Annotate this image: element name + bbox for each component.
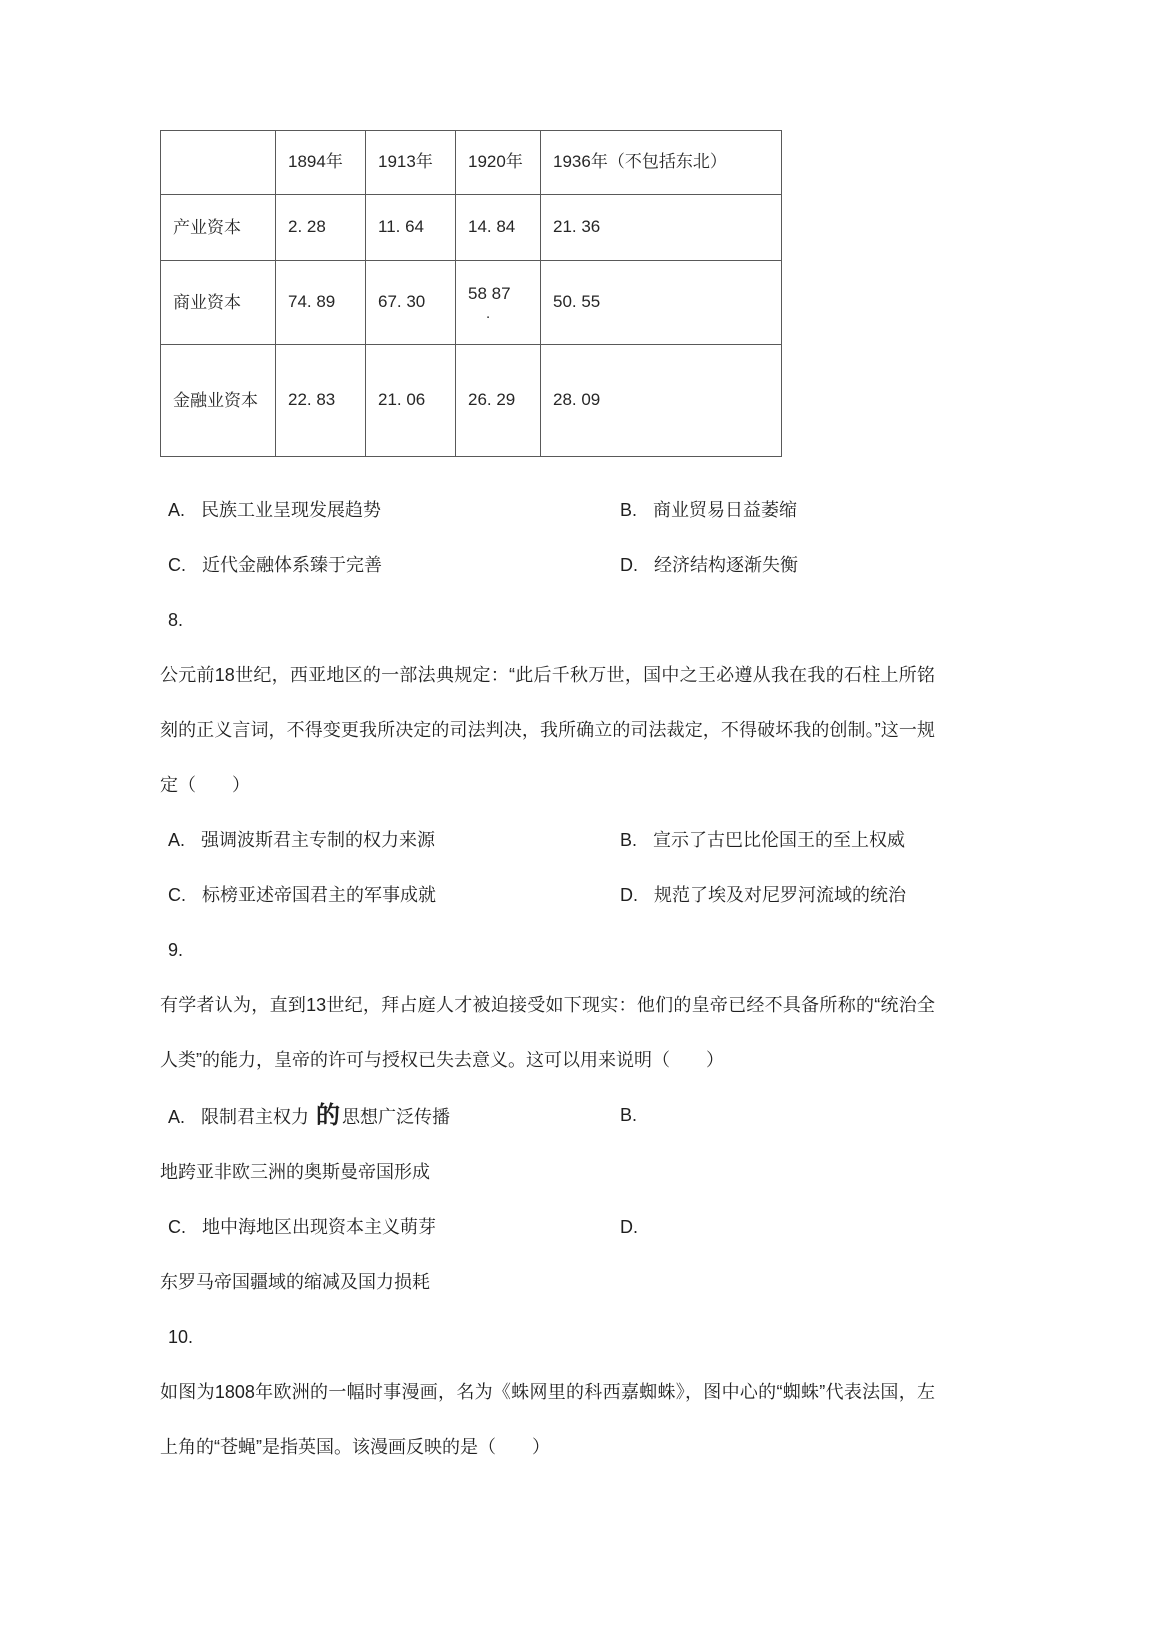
option-text: 经济结构逐渐失衡 (654, 555, 798, 575)
option-label: C. (168, 1217, 186, 1237)
q9-option-c (168, 1200, 620, 1255)
option-text: 近代金融体系臻于完善 (202, 555, 382, 575)
table-cell: 50. 55 (541, 261, 782, 345)
option-label: A. (168, 830, 186, 850)
q9-options-row-1 (160, 1088, 935, 1145)
table-cell: 26. 29 (456, 345, 541, 457)
option-text (201, 1102, 451, 1129)
row-label: 商业资本 (161, 261, 276, 345)
option-text: 宣示了古巴比伦国王的至上权威 (653, 830, 906, 850)
table-cell: 28. 09 (541, 345, 782, 457)
option-label: D. (620, 555, 638, 575)
option-a-emphasis: 的 (316, 1102, 341, 1129)
option-label: D. (620, 1217, 638, 1237)
q8-options-row-1 (160, 813, 935, 868)
q9-option-d-text: 东罗马帝国疆域的缩减及国力损耗 (160, 1272, 430, 1292)
q7-option-d (620, 538, 935, 593)
cell-line-1: 58 87 (468, 283, 511, 303)
q9-option-b-text: 地跨亚非欧三洲的奥斯曼帝国形成 (160, 1162, 430, 1182)
q8-option-a (168, 813, 620, 868)
q8-options-row-2 (160, 868, 935, 923)
option-label: B. (620, 830, 638, 850)
question-8-stem: 公元前18世纪，西亚地区的一部法典规定：“此后千秋万世，国中之王必遵从我在我的石柱上所铭刻的正义言词，不得变更我所决定的司法判决，我所确立的司法裁定，不得破坏我的创制。”这一规定（ ） (160, 665, 935, 795)
option-label: B. (620, 500, 638, 520)
q7-option-c (168, 538, 620, 593)
option-a-suffix: 思想广泛传播 (342, 1107, 451, 1127)
option-text: 地中海地区出现资本主义萌芽 (202, 1217, 436, 1237)
cell-line-2: . (486, 304, 491, 322)
table-cell: 14. 84 (456, 195, 541, 261)
option-a-prefix: 限制君主权力 (201, 1107, 315, 1127)
question-10-number: 10. (168, 1327, 194, 1347)
table-header-row (161, 131, 782, 195)
q7-option-a (168, 483, 620, 538)
table-header-1920: 1920年 (456, 131, 541, 195)
table-corner-cell (161, 131, 276, 195)
question-8-number: 8. (168, 610, 184, 630)
row-label: 金融业资本 (161, 345, 276, 457)
option-label: D. (620, 885, 638, 905)
table-cell: 67. 30 (366, 261, 456, 345)
option-text: 规范了埃及对尼罗河流域的统治 (654, 885, 906, 905)
table-cell: 74. 89 (276, 261, 366, 345)
question-9-stem: 有学者认为，直到13世纪，拜占庭人才被迫接受如下现实：他们的皇帝已经不具备所称的“统治全人类”的能力，皇帝的许可与授权已失去意义。这可以用来说明（ ） (160, 995, 935, 1070)
table-cell: 11. 64 (366, 195, 456, 261)
option-label: A. (168, 1107, 186, 1127)
q7-options-row-2 (160, 538, 935, 593)
table-header-1913: 1913年 (366, 131, 456, 195)
q7-option-b (620, 483, 935, 538)
table-row-commercial (161, 261, 782, 345)
table-row-industrial (161, 195, 782, 261)
option-label: C. (168, 885, 186, 905)
q7-options-row-1 (160, 483, 935, 538)
table-cell: 22. 83 (276, 345, 366, 457)
question-10-stem: 如图为1808年欧洲的一幅时事漫画，名为《蛛网里的科西嘉蜘蛛》，图中心的“蜘蛛”代表法国，左上角的“苍蝇”是指英国。该漫画反映的是（ ） (160, 1382, 935, 1457)
option-text: 标榜亚述帝国君主的军事成就 (202, 885, 436, 905)
table-cell (456, 261, 541, 345)
table-header-1894: 1894年 (276, 131, 366, 195)
option-label: B. (620, 1105, 638, 1125)
option-label: C. (168, 555, 186, 575)
table-cell: 21. 36 (541, 195, 782, 261)
row-label: 产业资本 (161, 195, 276, 261)
question-9-number: 9. (168, 940, 184, 960)
table-row-financial (161, 345, 782, 457)
option-text: 强调波斯君主专制的权力来源 (201, 830, 436, 850)
q9-options-row-2 (160, 1200, 935, 1255)
option-text: 商业贸易日益萎缩 (653, 500, 798, 520)
table-cell: 21. 06 (366, 345, 456, 457)
table-cell: 2. 28 (276, 195, 366, 261)
option-label: A. (168, 500, 186, 520)
q9-option-a (168, 1088, 620, 1145)
table-header-1936: 1936年（不包括东北） (541, 131, 782, 195)
capital-table (160, 130, 782, 457)
option-text: 民族工业呈现发展趋势 (201, 500, 382, 520)
q9-option-d-label (620, 1200, 935, 1255)
q8-option-c (168, 868, 620, 923)
q8-option-b (620, 813, 935, 868)
q9-option-b-label (620, 1088, 935, 1145)
q8-option-d (620, 868, 935, 923)
